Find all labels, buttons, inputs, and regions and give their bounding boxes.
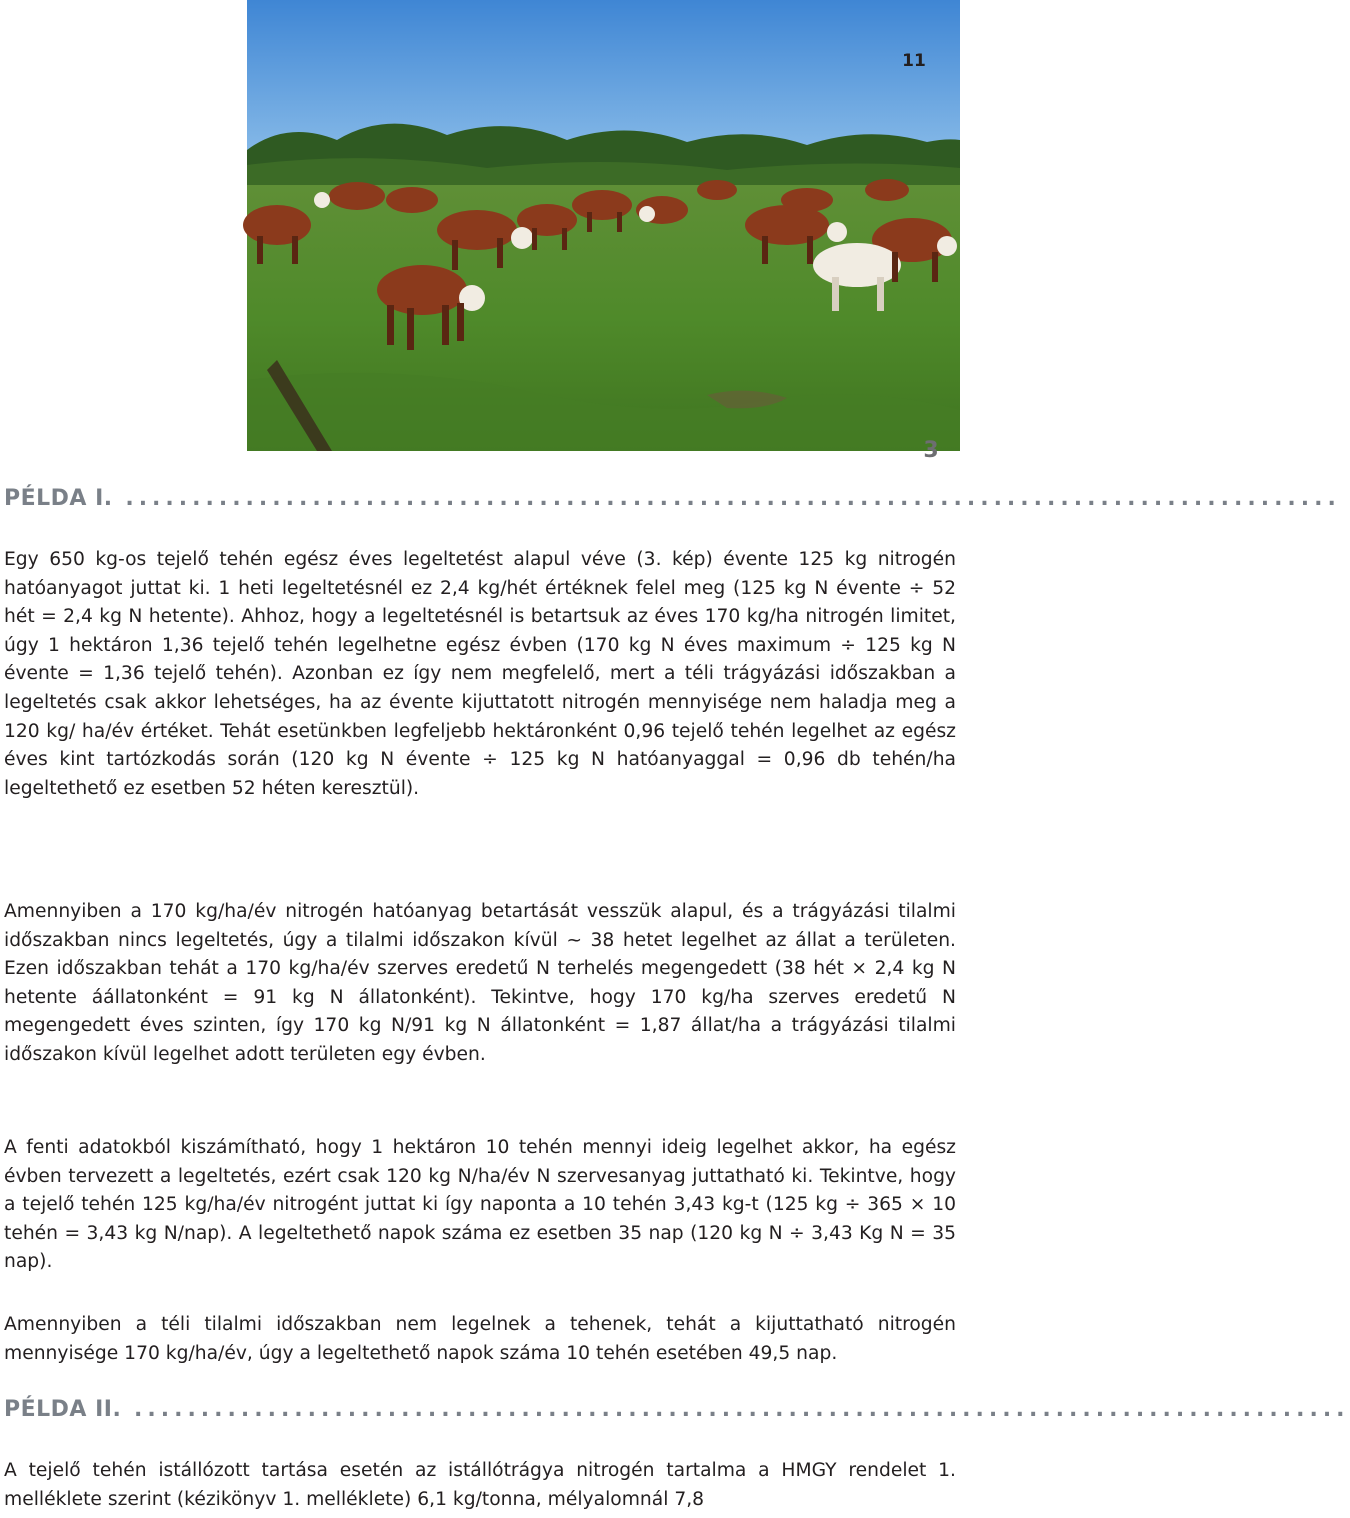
heading-dot-leader: ........................................................................................... [121, 1397, 1350, 1422]
cattle-pasture-illustration [247, 0, 960, 451]
photo-number: 3 [923, 438, 939, 463]
page-number: 11 [902, 51, 926, 71]
example-2-heading-text: PÉLDA II. [4, 1397, 122, 1422]
cattle-pasture-photo [247, 0, 960, 451]
heading-dot-leader: ........................................................................................... [112, 486, 1341, 511]
paragraph-3: A fenti adatokból kiszámítható, hogy 1 hektáron 10 tehén mennyi ideig legelhet akkor, ha egész évben tervezett a legeltetés, ezért csak 120 kg N/ha/év N szervesanyag juttatható ki. Tekintve, hogy a tejelő tehén 125 kg/ha/év nitrogént juttat ki így naponta a 10 tehén 3,43 kg-t (125 kg ÷ 365 × 10 tehén = 3,43 kg N/nap). A legeltethető napok száma ez esetben 35 nap (120 kg N ÷ 3,43 Kg N = 35 nap). [4, 1137, 956, 1273]
paragraph-1: Egy 650 kg-os tejelő tehén egész éves legeltetést alapul véve (3. kép) évente 125 kg nitrogén hatóanyagot juttat ki. 1 heti legeltetésnél ez 2,4 kg/hét értéknek felel meg (125 kg N évente ÷ 52 hét = 2,4 kg N hetente). Ahhoz, hogy a legeltetésnél is betartsuk az éves 170 kg/ha nitrogén limitet, úgy 1 hektáron 1,36 tejelő tehén legelhetne egész évben (170 kg N éves maximum ÷ 125 kg N évente = 1,36 tejelő tehén). Azonban ez így nem megfelelő, mert a téli trágyázási időszakban a legeltetés csak akkor lehetséges, ha az évente kijuttatott nitrogén mennyisége nem haladja meg a 120 kg/ ha/év értéket. Tehát esetünkben legfeljebb hektáronként 0,96 tejelő tehén legelhet az egész éves kint tartózkodás során (120 kg N évente ÷ 125 kg N hatóanyaggal = 0,96 db tehén/ha legeltethető ez esetben 52 héten keresztül). [4, 549, 956, 799]
paragraph-5: A tejelő tehén istállózott tartása esetén az istállótrágya nitrogén tartalma a HMGY rendelet 1. melléklete szerint (kézikönyv 1. melléklete) 6,1 kg/tonna, mélyalomnál 7,8 [4, 1460, 956, 1510]
paragraph-4: Amennyiben a téli tilalmi időszakban nem legelnek a tehenek, tehát a kijuttatható nitrogén mennyisége 170 kg/ha/év, úgy a legeltethető napok száma 10 tehén esetében 49,5 nap. [4, 1314, 956, 1364]
example-1-heading [4, 486, 1341, 520]
example-1-heading-text: PÉLDA I. [4, 486, 113, 511]
example-2-heading [4, 1397, 1350, 1431]
paragraph-2: Amennyiben a 170 kg/ha/év nitrogén hatóanyag betartását vesszük alapul, és a trágyázási tilalmi időszakban nincs legeltetés, úgy a tilalmi időszakon kívül ~ 38 hetet legelhet az állat a területen. Ezen időszakban tehát a 170 kg/ha/év szerves eredetű N terhelés megengedett (38 hét × 2,4 kg N hetente áállatonként = 91 kg N állatonként). Tekintve, hogy 170 kg/ha szerves eredetű N megengedett éves szinten, így 170 kg N/91 kg N állatonként = 1,87 állat/ha a trágyázási tilalmi időszakon kívül legelhet adott területen egy évben. [4, 901, 956, 1065]
